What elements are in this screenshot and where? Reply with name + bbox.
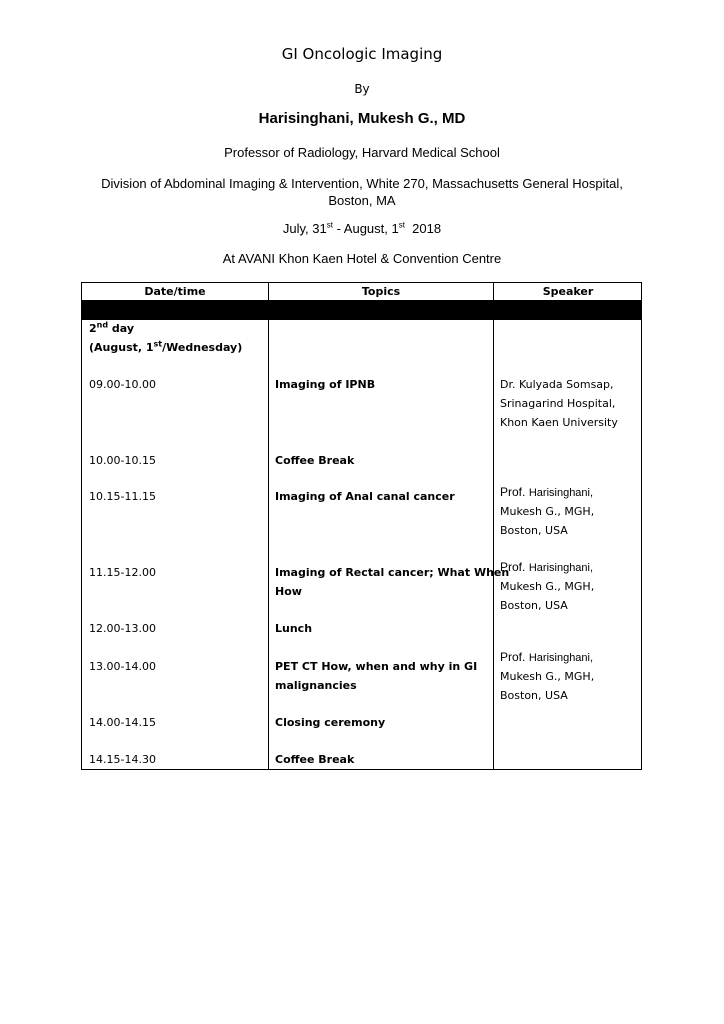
row-time: 13.00-14.00	[89, 660, 156, 673]
speaker-surname: Harisinghani,	[528, 562, 594, 574]
column-divider	[268, 283, 269, 769]
row-topic: malignancies	[275, 679, 357, 692]
row-speaker: Boston, USA	[500, 524, 568, 537]
row-speaker: Dr. Kulyada Somsap,	[500, 378, 614, 391]
dates-sup-2: st	[398, 220, 405, 230]
division-line-1: Division of Abdominal Imaging & Intervention, White 270, Massachusetts General Hospital,	[101, 176, 623, 191]
row-time: 12.00-13.00	[89, 622, 156, 635]
event-venue: At AVANI Khon Kaen Hotel & Convention Centre	[222, 251, 502, 266]
black-band	[82, 301, 641, 319]
row-topic: Closing ceremony	[275, 716, 386, 729]
event-dates	[0, 221, 724, 236]
row-speaker: Mukesh G., MGH,	[500, 580, 595, 593]
day-date-pre: (August, 1	[89, 341, 154, 354]
row-topic: Imaging of IPNB	[275, 378, 376, 391]
presenter-name: Harisinghani, Mukesh G., MD	[258, 110, 466, 127]
day-number: 2	[89, 322, 97, 335]
row-speaker	[500, 648, 593, 668]
row-speaker	[500, 483, 593, 503]
row-topic: Lunch	[275, 622, 313, 635]
row-topic: Imaging of Rectal cancer; What When	[275, 566, 510, 579]
speaker-title: Prof.	[500, 560, 526, 574]
row-speaker: Srinagarind Hospital,	[500, 397, 616, 410]
dates-part-1: July, 31	[282, 221, 327, 236]
row-topic: Coffee Break	[275, 753, 355, 766]
row-time: 09.00-10.00	[89, 378, 156, 391]
speaker-title: Prof.	[500, 650, 526, 664]
speaker-title: Prof.	[500, 485, 526, 499]
speaker-surname: Harisinghani,	[528, 487, 594, 499]
row-time: 14.00-14.15	[89, 716, 156, 729]
document-title: GI Oncologic Imaging	[281, 45, 443, 63]
presenter-division	[0, 175, 724, 209]
row-speaker: Mukesh G., MGH,	[500, 670, 595, 683]
row-topic: Imaging of Anal canal cancer	[275, 490, 455, 503]
band-divider	[82, 319, 641, 320]
schedule-table	[81, 282, 642, 770]
day-label	[89, 319, 134, 338]
row-time: 10.00-10.15	[89, 454, 156, 467]
row-speaker: Boston, USA	[500, 689, 568, 702]
row-time: 10.15-11.15	[89, 490, 156, 503]
row-speaker: Boston, USA	[500, 599, 568, 612]
speaker-surname: Harisinghani,	[528, 652, 594, 664]
row-topic: PET CT How, when and why in GI	[275, 660, 478, 673]
row-time: 11.15-12.00	[89, 566, 156, 579]
day-date-post: /Wednesday)	[162, 341, 243, 354]
row-topic: Coffee Break	[275, 454, 355, 467]
dates-sup-1: st	[326, 220, 333, 230]
dates-part-3: 2018	[404, 221, 442, 236]
dates-part-2: - August, 1	[332, 221, 399, 236]
column-divider	[493, 283, 494, 769]
day-date	[89, 338, 242, 357]
row-time: 14.15-14.30	[89, 753, 156, 766]
row-speaker: Khon Kaen University	[500, 416, 618, 429]
by-label: By	[354, 82, 370, 96]
column-header-speaker: Speaker	[542, 285, 594, 298]
row-topic: How	[275, 585, 302, 598]
column-header-datetime: Date/time	[144, 285, 206, 298]
day-date-sup: st	[153, 339, 163, 349]
column-header-topics: Topics	[361, 285, 401, 298]
division-line-2: Boston, MA	[328, 193, 396, 208]
presenter-position: Professor of Radiology, Harvard Medical School	[224, 145, 500, 160]
day-sup: nd	[96, 320, 109, 330]
row-speaker	[500, 558, 593, 578]
day-word: day	[108, 322, 135, 335]
row-speaker: Mukesh G., MGH,	[500, 505, 595, 518]
